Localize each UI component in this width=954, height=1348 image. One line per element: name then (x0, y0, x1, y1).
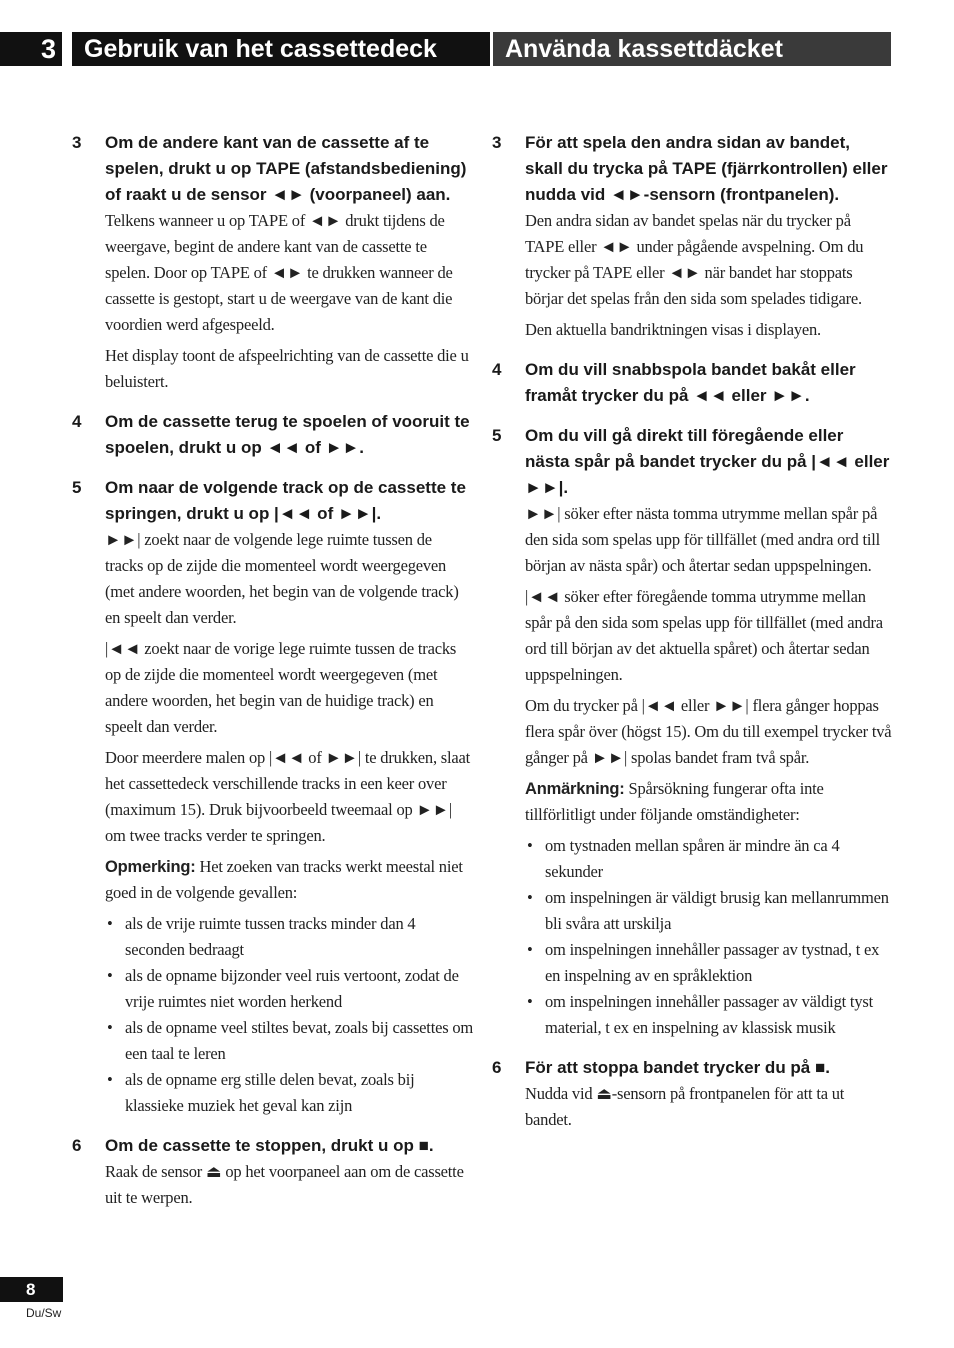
list-item: • als de opname erg stille delen bevat, zoals bij klassieke muziek het geval kan zijn (105, 1067, 474, 1119)
step-paragraph: ►►| zoekt naar de volgende lege ruimte tussen de tracks op de zijde die momenteel wordt weergegeven (met andere woorden, het begin van de volgende track) en speelt dan verder. (105, 530, 459, 627)
note-label: Anmärkning: (525, 780, 625, 798)
bullet-list (105, 911, 474, 1119)
dutch-step-5 (72, 475, 474, 1119)
list-item: • om inspelningen innehåller passager av tystnad, t ex en inspelning av en språklektion (525, 937, 892, 989)
step-paragraph: ►►| söker efter nästa tomma utrymme mellan spår på den sida som spelas upp för tillfället (med andra ord till början av nästa spår) och återtar sedan uppspelningen. (525, 504, 880, 575)
dutch-step-3 (72, 130, 474, 395)
swedish-column (492, 130, 892, 1147)
note-text: Het zoeken van tracks werkt meestal niet goed in de volgende gevallen: (105, 857, 463, 902)
step-number: 3 (72, 133, 82, 152)
step-number: 4 (492, 360, 502, 379)
step-heading: Om du vill snabbspola bandet bakåt eller framåt trycker du på ◄◄ eller ►►. (525, 360, 856, 405)
list-item: • om inspelningen innehåller passager av väldigt tyst material, t ex en inspelning av klassisk musik (525, 989, 892, 1041)
step-heading: Om de andere kant van de cassette af te spelen, drukt u op TAPE (afstandsbediening) of raakt u de sensor ◄► (voorpaneel) aan. (105, 133, 467, 204)
dutch-step-6 (72, 1133, 474, 1211)
step-heading: Om de cassette terug te spoelen of vooruit te spoelen, drukt u op ◄◄ of ►►. (105, 412, 470, 457)
step-paragraph: Raak de sensor ⏏ op het voorpaneel aan om de cassette uit te werpen. (105, 1162, 464, 1207)
chapter-number: 3 (0, 32, 62, 66)
swedish-step-5 (492, 423, 892, 1041)
note-text: Spårsökning fungerar ofta inte tillförlitligt under följande omständigheter: (525, 779, 824, 824)
step-paragraph: Door meerdere malen op |◄◄ of ►►| te drukken, slaat het cassettedeck verschillende tracks in een keer over (maximum 15). Druk bijvoorbeeld tweemaal op ►►| om twee tracks verder te springen. (105, 748, 471, 845)
note (525, 776, 892, 828)
step-heading: Om de cassette te stoppen, drukt u op ■. (105, 1136, 434, 1155)
step-paragraph: Den andra sidan av bandet spelas när du trycker på TAPE eller ◄► under pågående avspelning. Om du trycker på TAPE eller ◄► när bandet har stoppats börjar det spelas från den sida som spelades tidigare. (525, 211, 864, 308)
step-heading: För att stoppa bandet trycker du på ■. (525, 1058, 830, 1077)
chapter-title-swedish: Använda kassettdäcket (493, 32, 891, 66)
step-heading: Om du vill gå direkt till föregående eller nästa spår på bandet trycker du på |◄◄ eller ►►|. (525, 426, 890, 497)
list-item: • om inspelningen är väldigt brusig kan mellanrummen bli svåra att urskilja (525, 885, 892, 937)
dutch-step-4 (72, 409, 474, 461)
bullet-list (525, 833, 892, 1041)
swedish-step-4 (492, 357, 892, 409)
dutch-column (72, 130, 474, 1225)
step-paragraph: Nudda vid ⏏-sensorn på frontpanelen för att ta ut bandet. (525, 1084, 845, 1129)
step-heading: För att spela den andra sidan av bandet, skall du trycka på TAPE (fjärrkontrollen) eller nudda vid ◄►-sensorn (frontpanelen). (525, 133, 888, 204)
step-paragraph: Telkens wanneer u op TAPE of ◄► drukt tijdens de weergave, begint de andere kant van de cassette te spelen. Door op TAPE of ◄► te drukken wanneer de cassette is gestopt, start u de weergave van de kant die voordien werd afgespeeld. (105, 211, 453, 334)
step-number: 4 (72, 412, 82, 431)
language-code: Du/Sw (26, 1306, 62, 1320)
step-paragraph: |◄◄ zoekt naar de vorige lege ruimte tussen de tracks op de zijde die momenteel wordt weergegeven (met andere woorden, het begin van de huidige track) en speelt dan verder. (105, 639, 457, 736)
list-item: • als de opname veel stiltes bevat, zoals bij cassettes om een taal te leren (105, 1015, 474, 1067)
step-number: 6 (72, 1136, 82, 1155)
swedish-step-3 (492, 130, 892, 343)
note (105, 854, 474, 906)
list-item: • als de opname bijzonder veel ruis vertoont, zodat de vrije ruimtes niet worden herkend (105, 963, 474, 1015)
page-number: 8 (0, 1277, 63, 1302)
step-number: 6 (492, 1058, 502, 1077)
step-heading: Om naar de volgende track op de cassette te springen, drukt u op |◄◄ of ►►|. (105, 478, 466, 523)
list-item: • als de vrije ruimte tussen tracks minder dan 4 seconden bedraagt (105, 911, 474, 963)
note-label: Opmerking: (105, 858, 196, 876)
chapter-title-dutch: Gebruik van het cassettedeck (72, 32, 490, 66)
swedish-step-6 (492, 1055, 892, 1133)
step-paragraph: Om du trycker på |◄◄ eller ►►| flera gånger hoppas flera spår över (högst 15). Om du till exempel trycker två gånger på ►►| spolas bandet fram två spår. (525, 696, 892, 767)
step-number: 3 (492, 133, 502, 152)
step-paragraph: Den aktuella bandriktningen visas i displayen. (525, 320, 821, 339)
step-paragraph: Het display toont de afspeelrichting van de cassette die u beluistert. (105, 346, 469, 391)
step-number: 5 (72, 478, 82, 497)
step-paragraph: |◄◄ söker efter föregående tomma utrymme mellan spår på den sida som spelas upp för tillfället (med andra ord till början av det aktuella spåret) och återtar sedan uppspelningen. (525, 587, 883, 684)
list-item: • om tystnaden mellan spåren är mindre än ca 4 sekunder (525, 833, 892, 885)
step-number: 5 (492, 426, 502, 445)
